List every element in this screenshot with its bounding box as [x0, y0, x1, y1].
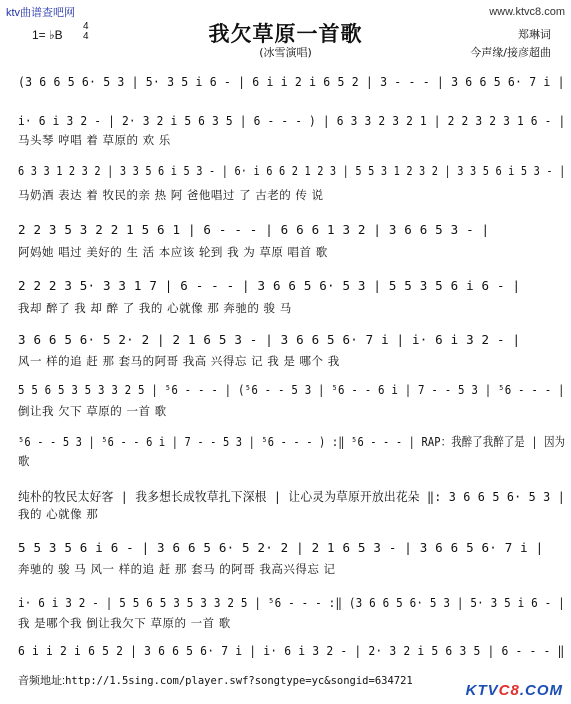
- lyric-line-2: 马头琴 哼唱 着 草原的 欢 乐: [18, 133, 171, 147]
- lyric-line-5: 我却 醉了 我 却 醉 了 我的 心就像 那 奔驰的 骏 马: [18, 301, 292, 315]
- lyric-line-9: 我的 心就像 那: [18, 507, 99, 521]
- music-line-2: i· 6 i 3 2 - | 2· 3 2 i 5 6 3 5 | 6 - - - ) | 6 3 3 2 3 2 1 | 2 2 3 2 3 1 6 - |: [18, 113, 566, 128]
- site-name: ktv曲谱查吧网: [6, 7, 76, 19]
- audio-address: [18, 672, 413, 688]
- audio-url[interactable]: http://1.5sing.com/player.swf?songtype=yc&songid=634721: [65, 675, 413, 687]
- lyric-line-3: 马奶酒 表达 着 牧民的亲 热 阿 爸他唱过 了 古老的 传 说: [18, 188, 324, 202]
- site-logo: [466, 682, 563, 699]
- audio-label: 音频地址:: [18, 675, 66, 687]
- song-subtitle: (冰雪演唱): [259, 46, 312, 59]
- meter-top: 4: [83, 21, 89, 32]
- music-line-9: 纯朴的牧民太好客 | 我多想长成牧草扎下深根 | 让心灵为草原开放出花朵 ‖: 3 6 6 5 6· 5 3 |: [18, 489, 565, 504]
- logo-part-b: C8: [498, 682, 520, 699]
- music-line-10: 5 5 3 5 6 i 6 - | 3 6 6 5 6· 5 2· 2 | 2 1 6 5 3 - | 3 6 6 5 6· 7 i |: [18, 540, 544, 555]
- song-title: 我欠草原一首歌: [208, 21, 363, 46]
- lyric-line-11: 我 是哪个我 倒让我欠下 草原的 一首 歌: [18, 616, 231, 630]
- site-url[interactable]: www.ktvc8.com: [489, 6, 565, 18]
- lyric-line-4: 阿妈她 唱过 美好的 生 活 本应该 轮到 我 为 草原 唱首 歌: [18, 245, 328, 259]
- lyricist-credit: 郑琳词: [518, 28, 551, 41]
- lyric-line-10: 奔驰的 骏 马 风一 样的追 赶 那 套马 的阿哥 我高兴得忘 记: [18, 562, 336, 576]
- lyric-line-7: 倒让我 欠下 草原的 一首 歌: [18, 404, 167, 418]
- composer-credit: 今声缘/接彦超曲: [470, 46, 551, 59]
- logo-part-c: .COM: [519, 682, 563, 699]
- music-line-8: ⁵6 - - 5 3 | ⁵6 - - 6 i | 7 - - 5 3 | ⁵6 - - - ) :‖ ⁵6 - - - | RAP：我醉了我醉了是 | 因为: [18, 434, 566, 449]
- music-line-4: 2 2 3 5 3 2 2 1 5 6 1 | 6 - - - | 6 6 6 1 3 2 | 3 6 6 5 3 - |: [18, 222, 490, 237]
- music-line-3: 6 3 3 1 2 3 2 | 3 3 5 6 i 5 3 - | 6· i 6 6 2 1 2 3 | 5 5 3 1 2 3 2 | 3 3 5 6 i 5 3 - |: [18, 163, 566, 178]
- logo-part-a: KTV: [465, 682, 499, 699]
- key-signature: 1= ♭B: [32, 28, 63, 42]
- music-line-12: 6 i i 2 i 6 5 2 | 3 6 6 5 6· 7 i | i· 6 i 3 2 - | 2· 3 2 i 5 6 3 5 | 6 - - - ‖: [18, 643, 565, 658]
- time-signature: [83, 22, 89, 42]
- lyric-line-6: 风一 样的追 赶 那 套马的阿哥 我高 兴得忘 记 我 是 哪个 我: [18, 354, 340, 368]
- music-line-6: 3 6 6 5 6· 5 2· 2 | 2 1 6 5 3 - | 3 6 6 5 6· 7 i | i· 6 i 3 2 - |: [18, 332, 521, 347]
- music-line-11: i· 6 i 3 2 - | 5 5 6 5 3 5 3 3 2 5 | ⁵6 - - - :‖ (3 6 6 5 6· 5 3 | 5· 3 5 i 6 - |: [18, 595, 565, 610]
- lyric-line-8: 歌: [18, 454, 30, 468]
- music-line-7: 5 5 6 5 3 5 3 3 2 5 | ⁵6 - - - | (⁵6 - - 5 3 | ⁵6 - - 6 i | 7 - - 5 3 | ⁵6 - - - |: [18, 382, 565, 397]
- music-line-5: 2 2 2 3 5· 3 3 1 7 | 6 - - - | 3 6 6 5 6· 5 3 | 5 5 3 5 6 i 6 - |: [18, 278, 521, 293]
- meter-bottom: 4: [83, 31, 89, 42]
- music-line-1: (3 6 6 5 6· 5 3 | 5· 3 5 i 6 - | 6 i i 2 i 6 5 2 | 3 - - - | 3 6 6 5 6· 7 i |: [18, 74, 565, 89]
